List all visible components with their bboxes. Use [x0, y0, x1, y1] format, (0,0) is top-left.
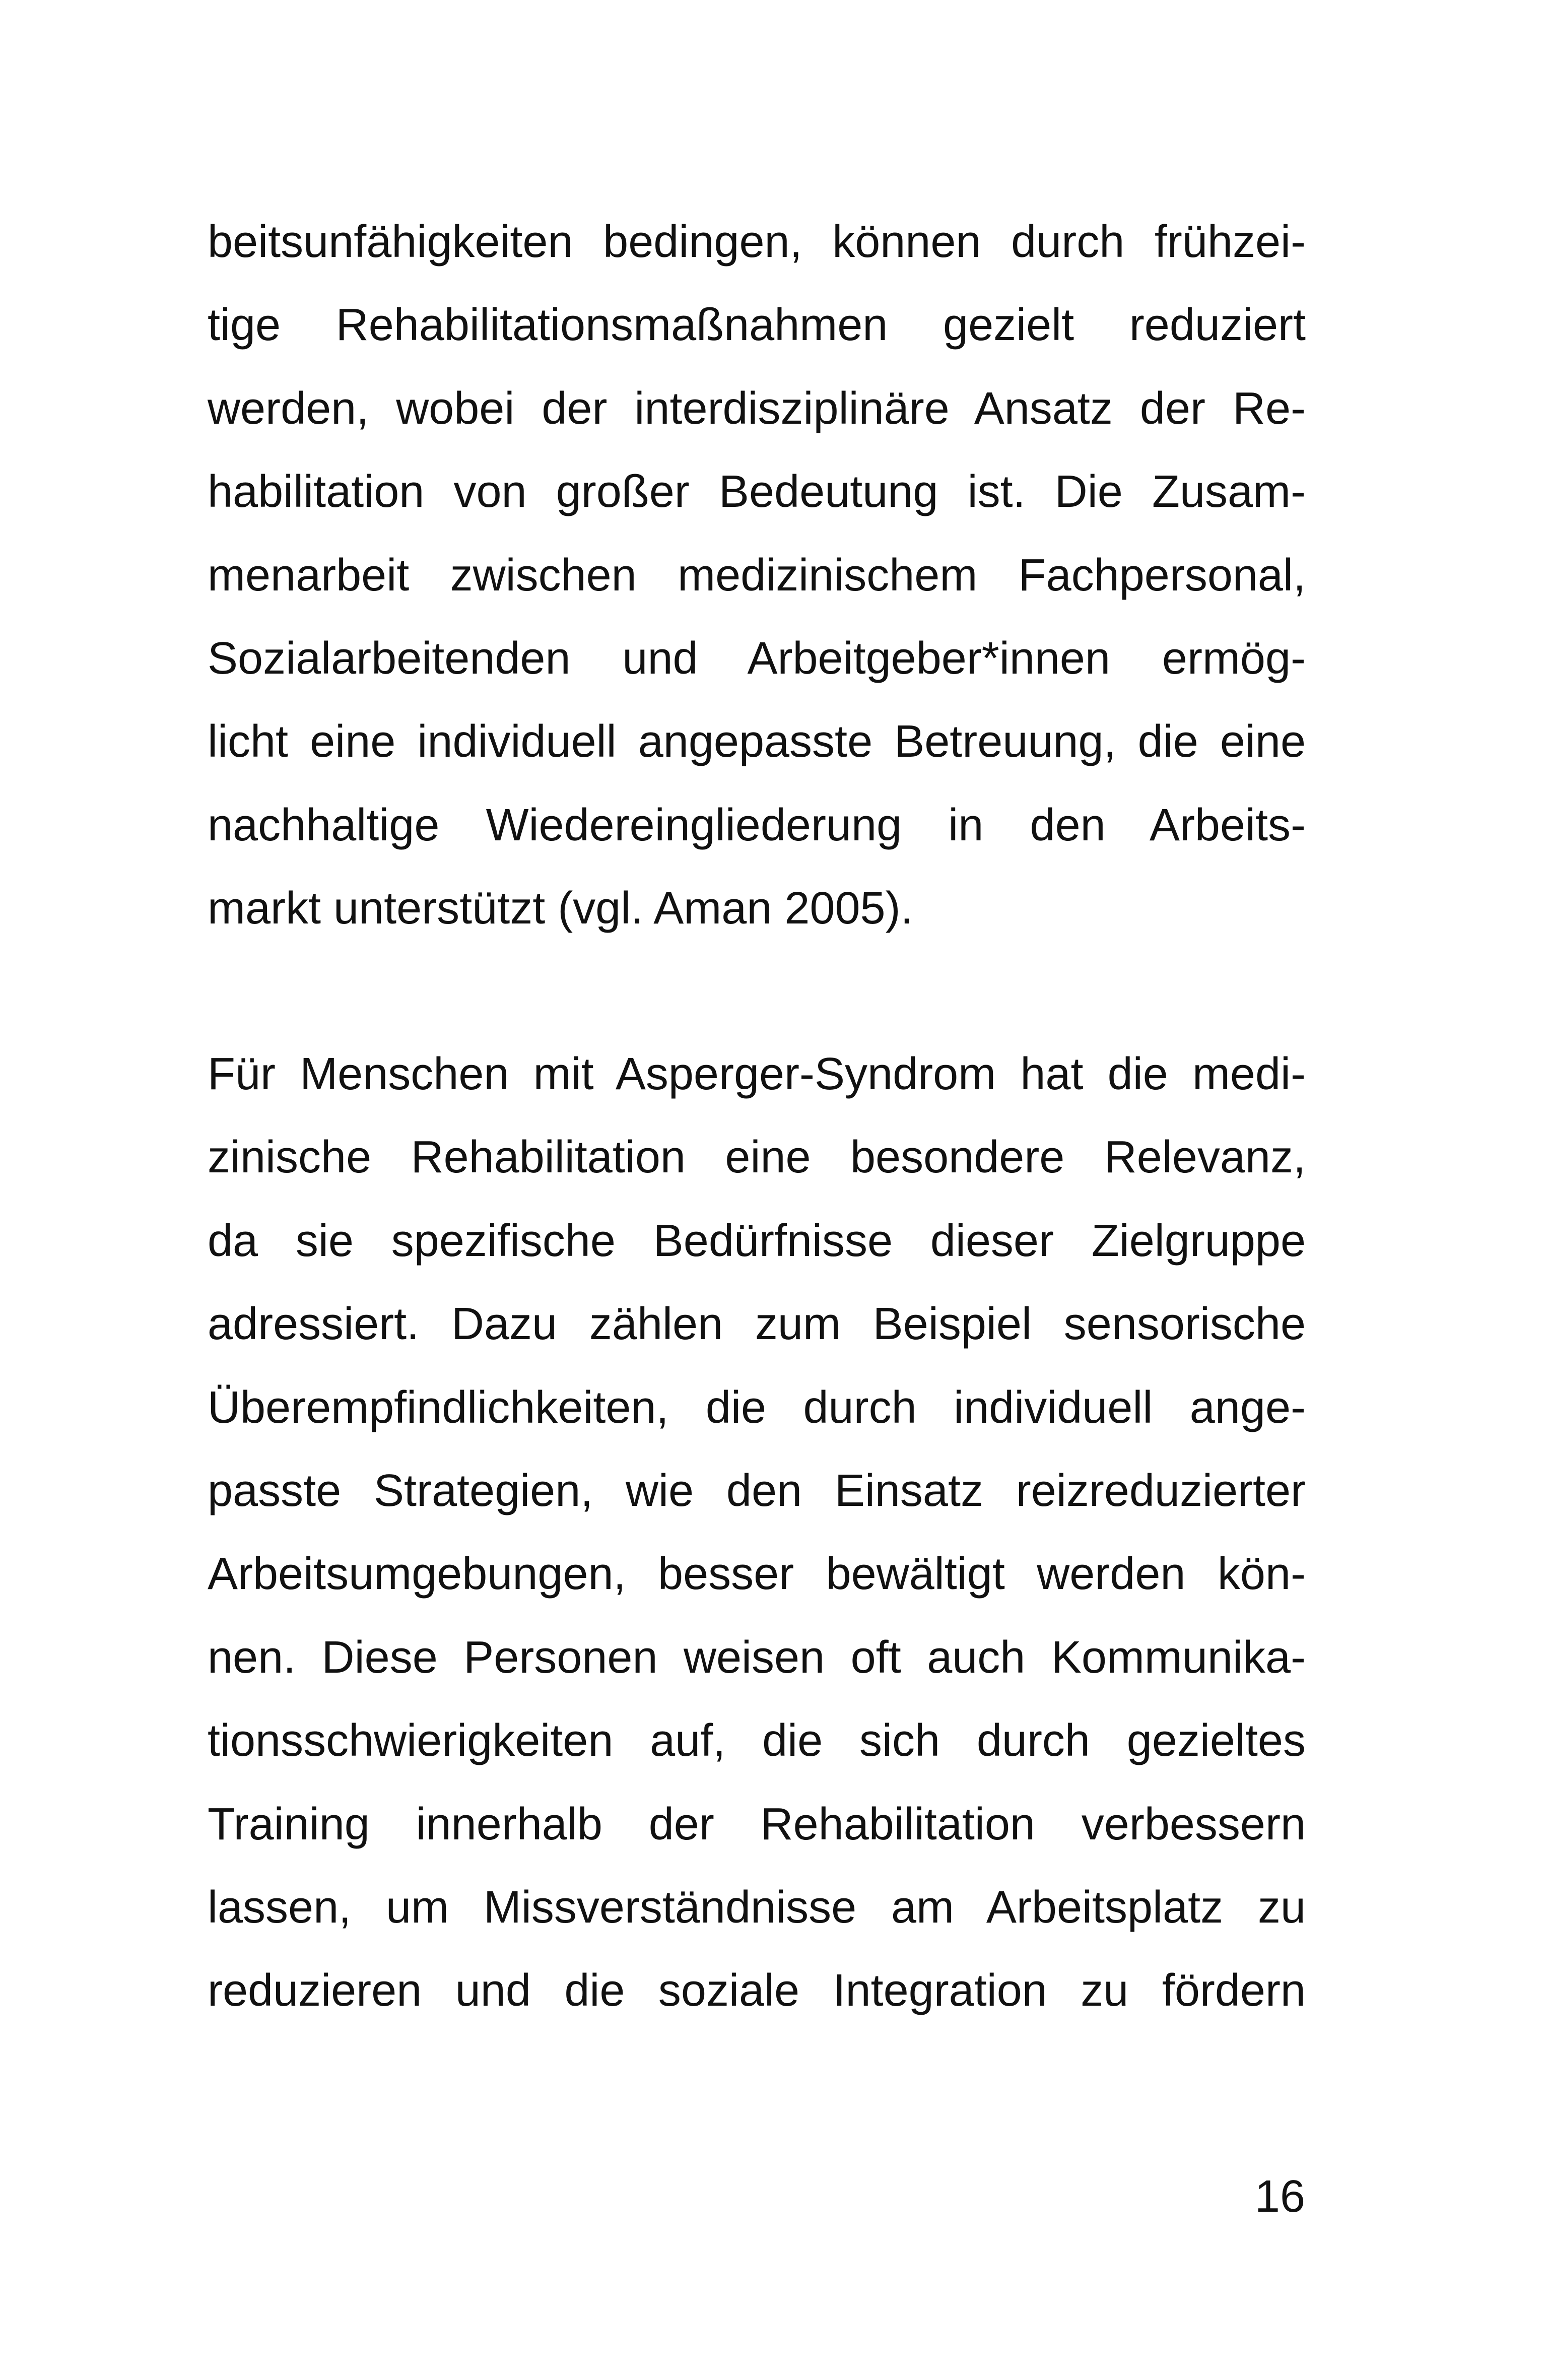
- text-line: Arbeitsumgebungen, besser bewältigt werden kön-: [208, 1549, 1306, 1600]
- text-line: Training innerhalb der Rehabilitation verbessern: [208, 1799, 1306, 1849]
- text-line: markt unterstützt (vgl. Aman 2005).: [208, 883, 913, 934]
- text-line: zinische Rehabilitation eine besondere Relevanz,: [208, 1132, 1306, 1183]
- text-line: Für Menschen mit Asperger-Syndrom hat die medi-: [208, 1049, 1306, 1099]
- text-line: nen. Diese Personen weisen oft auch Kommunika-: [208, 1632, 1306, 1683]
- text-line: adressiert. Dazu zählen zum Beispiel sensorische: [208, 1299, 1306, 1350]
- text-line: licht eine individuell angepasste Betreuung, die eine: [208, 716, 1306, 767]
- text-line: menarbeit zwischen medizinischem Fachpersonal,: [208, 550, 1306, 601]
- text-line: werden, wobei der interdisziplinäre Ansatz der Re-: [208, 383, 1306, 434]
- text-line: tionsschwierigkeiten auf, die sich durch gezieltes: [208, 1715, 1306, 1766]
- text-line: reduzieren und die soziale Integration zu fördern: [208, 1965, 1306, 2016]
- paragraph-2: [208, 1033, 1306, 2033]
- text-line: beitsunfähigkeiten bedingen, können durch frühzei-: [208, 217, 1306, 267]
- text-line: passte Strategien, wie den Einsatz reizreduzierter: [208, 1465, 1306, 1516]
- text-line: habilitation von großer Bedeutung ist. Die Zusam-: [208, 467, 1306, 517]
- text-line: Sozialarbeitenden und Arbeitgeber*innen ermög-: [208, 633, 1306, 684]
- text-line: nachhaltige Wiedereingliederung in den Arbeits-: [208, 800, 1306, 850]
- text-line: Überempfindlichkeiten, die durch individuell ange-: [208, 1382, 1306, 1433]
- text-line: tige Rehabilitationsmaßnahmen gezielt reduziert: [208, 300, 1306, 351]
- page-number: 16: [1254, 2171, 1305, 2222]
- text-line: lassen, um Missverständnisse am Arbeitsplatz zu: [208, 1882, 1306, 1933]
- paragraph-1: [208, 201, 1306, 951]
- text-line: da sie spezifische Bedürfnisse dieser Zielgruppe: [208, 1215, 1306, 1266]
